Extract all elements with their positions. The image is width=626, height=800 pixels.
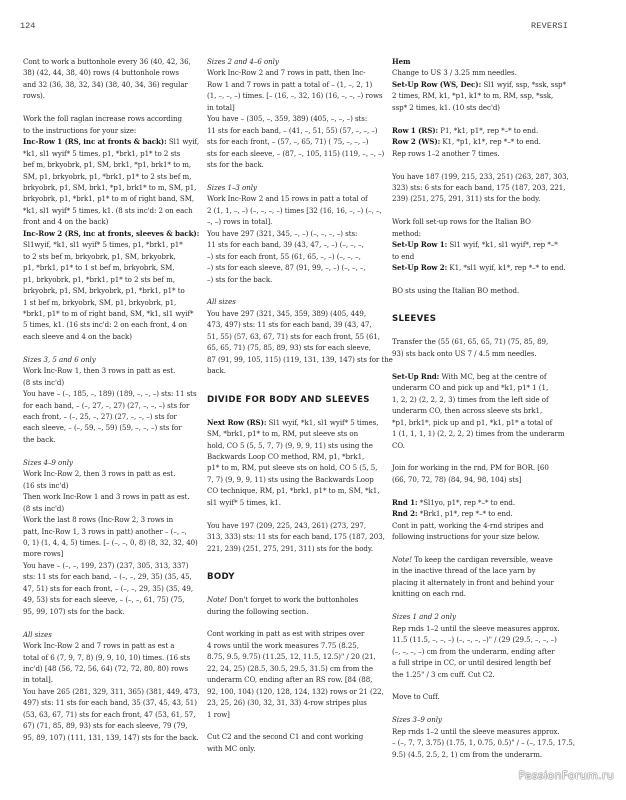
- text-line: brkyobrk, p1, SM, brkyobrk, p1, *brk1, p1* to: [23, 286, 185, 296]
- text-line: 1, 2, 2) (2, 2, 2, 3) times from the left side of: [392, 394, 549, 404]
- text-line: SM, p1, brkyobrk, p1, *brk1, p1* to 2 sts bef m,: [23, 171, 192, 181]
- text-line: p1, *brk1, p1* to 1 st bef m, brkyobrk, SM,: [23, 263, 175, 273]
- text-line: (8 sts inc'd): [23, 503, 65, 513]
- text-line: p1, brkyobrk, p1, *brk1, p1* to 2 sts bef m,: [23, 274, 175, 284]
- text-line: 5 times, k1. (16 sts inc'd: 2 on each front, 4 on: [23, 320, 188, 330]
- sizes-3-9-section: [392, 714, 575, 760]
- text-line: Sl1wyif, *k1, sl1 wyif* 5 times, p1, *brk1, p1*: [23, 240, 183, 250]
- text-line: ssp* 2 times, k1. (10 sts dec'd): [392, 102, 500, 112]
- subheading: Sizes 2 and 4–6 only: [207, 57, 279, 66]
- text-line: 239) (251, 275, 291, 311) sts for the body.: [392, 194, 541, 204]
- text-line: Work the foll raglan increase rows according: [23, 114, 182, 124]
- page-header: [20, 21, 626, 33]
- text-line: Work Inc-Row 2 and 7 rows in patt, then Inc-: [207, 68, 366, 78]
- text-line: 65, 65, 71) (75, 85, 89, 93) sts for each sleeve,: [207, 343, 371, 353]
- text-line: sts for each front, – (57, –, 65, 71) ( 75, –, –, –): [207, 137, 369, 147]
- text-line: 497) sts: 11 sts for each band, 35 (37, 45, 43, 51): [23, 698, 197, 708]
- text-line: 49, 53) sts for each sleeve, – (–, –, 61, 75) (75,: [23, 595, 185, 605]
- text-line: patt, Inc-Row 1, 3 rows in patt) another – (–, –,: [23, 526, 187, 536]
- text-line: 473, 497) sts: 11 sts for each band, 39 (43, 47,: [207, 320, 372, 330]
- sleeve-note: Note! To keep the cardigan reversible, weave in the inactive thread of the lace yarn by placing it alternately in front and behind your knitting on each rnd.: [392, 554, 572, 600]
- text-line: 95, 99, 107) sts for the back.: [23, 606, 125, 616]
- text-line: Work Inc-Row 2, then 3 rows in patt as est.: [23, 469, 176, 479]
- text-line: 11 sts for each band, 39 (43, 47, –, –) (–, –, –,: [207, 240, 364, 250]
- text-line: 11.5 (11.5, –, –, –) (–, –, –, –)" / (29 (29.5, –, –, –): [392, 635, 557, 645]
- next-row: Next Row (RS): Sl1 wyif, *k1, sl1 wyif* 5 times, SM, *brk1, p1* to m, RM, put sleeve sts on hold, CO 5 (5, 5, 7, 7) (9, 9, 9, 11) sts using the Backwards Loop CO method, RM, p1, *brk1, p1* to m, RM, put sleeve sts on hold, CO 5 (5, 5, 7, 7) (9, 9, 9, 11) sts using the Backwards Loop CO technique, RM, p1, *brk1, p1* to m, SM, *k1, sl1 wyif* 5 times, k1.: [207, 417, 383, 509]
- text-line: Work Inc-Row 2 and 15 rows in patt a total of: [207, 194, 368, 204]
- next-row-label: Next Row (RS):: [207, 417, 267, 427]
- text-line: Cont working in patt as est with stripes over: [207, 629, 365, 639]
- text-line: –, –) rows in total].: [207, 217, 273, 227]
- text-line: Rep rnds 1–2 until the sleeve measures approx.: [392, 726, 560, 736]
- bind-off-line: BO sts using the Italian BO method.: [392, 286, 520, 295]
- all-sizes-section: [207, 296, 393, 376]
- text-line: brkyobrk, p1, *brk1, p1* to m of right band, SM,: [23, 194, 195, 204]
- text-line: Rep rnds 1–2 until the sleeve measures approx.: [392, 623, 560, 633]
- text-line: You have 265 (281, 329, 311, 365) (381, 449, 473,: [23, 686, 200, 696]
- text-line: 87 (91, 99, 105, 115) (119, 131, 139, 147) sts for the: [207, 354, 393, 364]
- column-2: [207, 56, 393, 754]
- subheading: All sizes: [207, 297, 236, 307]
- text-line: 95, 89, 107) (111, 131, 139, 147) sts for the back.: [23, 732, 199, 742]
- text-line: Cut C2 and the second C1 and cont working: [207, 732, 364, 742]
- watermark: PassionForum.ru: [518, 769, 614, 782]
- text-line: – (–, 7, 7, 3.75) (1.75, 1, 0.75, 0.5)" / – (–, 17.5, 17.5,: [392, 738, 575, 748]
- text-line: You have 197 (209, 225, 243, 261) (273, 297,: [207, 520, 367, 530]
- text-line: CO.: [392, 440, 405, 450]
- text-line: Then work Inc-Row 1 and 3 rows in patt as est.: [23, 492, 190, 502]
- text-line: the back.: [23, 434, 56, 444]
- cut-instructions: [207, 731, 383, 754]
- text-line: CO technique, RM, p1, *brk1, p1* to m, SM, *k1,: [207, 486, 380, 496]
- text-line: 47, 51) sts for each front, – (–, –, 29, 35) (35, 49,: [23, 583, 194, 593]
- text-line: Cont to work a buttonhole every 36 (40, 42, 36,: [23, 57, 191, 66]
- subheading: Sizes 3, 5 and 6 only: [23, 354, 96, 364]
- text-line: sts: 11 sts for each band, – (–, –, 29, 35) (35, 45,: [23, 572, 192, 582]
- text-line: placing it alternately in front and behind your: [392, 577, 554, 587]
- text-line: and 32 (36, 38, 32, 34) (38, 40, 34, 36) regular: [23, 79, 188, 89]
- text-line: *p1, brk1*, pick up and p1, *k1, p1* a total of: [392, 417, 553, 427]
- text-line: 1 row]: [207, 709, 230, 719]
- text-line: more rows]: [23, 549, 64, 559]
- text-line: 7, 7) (9, 9, 9, 11) sts using the Backwards Loop: [207, 474, 374, 484]
- text-line: in the inactive thread of the lace yarn by: [392, 566, 536, 576]
- note-label: Note!: [207, 595, 227, 605]
- text-line: Work the last 8 rows (Inc-Row 2, 3 rows in: [23, 515, 174, 525]
- text-line: 4 rows until the work measures 7.75 (8.25,: [207, 640, 359, 650]
- text-line: 38) (42, 44, 38, 40) rows (4 buttonhole rows: [23, 68, 179, 78]
- text-line: (1, –, –, –) times. [– (16, –, 32, 16) (16, –, –, –) rows: [207, 91, 383, 101]
- text-line: *k1, sl1 wyif* 5 times, k1. (8 sts inc'd: 2 on each: [23, 205, 193, 215]
- text-line: –) sts for each front, 55 (61, 65, –, –) (–, –, –,: [207, 251, 361, 261]
- body-instructions: [207, 628, 383, 720]
- sizes-3-5-6-section: [23, 354, 199, 446]
- text-line: bef m, brkyobrk, p1, SM, brk1, *p1, brk1* to m,: [23, 160, 192, 170]
- text-line: 2 times, RM, k1, *p1, k1* to m, RM, ssp, *ssk,: [392, 91, 554, 101]
- text-line: rows).: [23, 91, 45, 101]
- text-line: 23, 25, 26) (30, 32, 31, 33) 4-row stripes plus: [207, 698, 367, 708]
- text-line: with MC only.: [207, 743, 256, 753]
- text-line: p1* to m, RM, put sleeve sts on hold, CO 5 (5, 5,: [207, 463, 378, 473]
- text-line: each sleeve and 4 on the back): [23, 331, 132, 341]
- text-line: underarm CO and pick up and *k1, p1* 1 (1,: [392, 383, 549, 393]
- hem-total: [392, 171, 572, 205]
- text-line: knitting on each rnd.: [392, 589, 466, 599]
- text-line: 313, 333) sts: 11 sts for each band, 175 (187, 203,: [207, 532, 385, 542]
- subheading: Sizes 1–3 only: [207, 182, 257, 192]
- text-line: 2 (1, 1, –, –) (–, –, –, –) times [32 (16, 16, –, –) (–, –,: [207, 205, 382, 215]
- text-line: You have – (–, –, 199, 237) (237, 305, 313, 337): [23, 560, 189, 570]
- column-3: [392, 56, 575, 760]
- text-line: *brk1, p1* to m of right band, SM, *k1, sl1 wyif*: [23, 308, 194, 318]
- text-line: (16 sts inc'd): [23, 480, 69, 490]
- subheading: Sizes 3–9 only: [392, 715, 442, 725]
- text-line: You have 187 (199, 215, 233, 251) (263, 287, 303,: [392, 171, 569, 181]
- text-line: –) sts for the back.: [207, 274, 273, 284]
- setup-rnd: Set-Up Rnd: With MC, beg at the centre of underarm CO and pick up and *k1, p1* 1 (1, 1, 2, 2) (2, 2, 2, 3) times from the left side of underarm CO, then across sleeve sts brk1, *p1, brk1*, pick up and p1, *k1, p1* a total of 1 (1, 1, 1, 1) (2, 2, 2, 2) times from the underarm CO.: [392, 371, 572, 451]
- text-line: a full stripe in CC, or until desired length bef: [392, 658, 551, 668]
- text-line: You have 297 (321, 345, 359, 389) (405, 449,: [207, 308, 367, 318]
- text-line: You have 297 (321, 345, –, –) (–, –, –, –) sts:: [207, 228, 358, 238]
- buttonhole-paragraph: [23, 56, 199, 102]
- text-line: Join for working in the rnd, PM for BOR. [60: [392, 463, 549, 473]
- text-line: following instructions for your size below.: [392, 532, 540, 542]
- text-line: for each band, – (–, 27, –, 27) (27, –, –, –) sts for: [23, 400, 190, 410]
- text-line: brkyobrk, p1, SM, brk1, *p1, brk1* to m, SM, p1,: [23, 182, 197, 192]
- italian-bo-setup: Work foll set-up rows for the Italian BO method: Set-Up Row 1: Sl1 wyif, *k1, sl1 wyif*, rep *–* to end Set-Up Row 2: K1, *sl1 wyif, k1*, rep *–* to end.: [392, 216, 572, 273]
- raglan-intro: [23, 113, 199, 136]
- text-line: 221, 239) (251, 275, 291, 311) sts for the body.: [207, 543, 374, 553]
- section-heading-sleeves: SLEEVES: [392, 314, 437, 325]
- text-line: each front, – (–, 25, –, 27) (27, –, –, –) sts for: [23, 412, 177, 422]
- move-to-cuff: Move to Cuff.: [392, 692, 440, 702]
- subheading: All sizes: [23, 629, 52, 639]
- text-line: (8 sts inc'd): [23, 377, 65, 387]
- transfer-instructions: [392, 336, 572, 359]
- text-line: in total].: [23, 675, 53, 685]
- join-instructions: [392, 462, 572, 485]
- text-line: 9.5) (4.5, 2.5, 2, 1) cm from the underarm.: [392, 749, 543, 759]
- text-line: 323) sts: 6 sts for each band, 175 (187, 203, 221,: [392, 182, 566, 192]
- text-line: 8.75, 9.5, 9.75) (11.25, 12, 11.5, 12.5)" / 20 (21,: [207, 652, 376, 662]
- text-line: 0, 1) (1, 4, 4, 5) times. [– (–, –, 0, 8) (8, 32, 32, 40): [23, 537, 198, 547]
- text-line: front and 4 on the back): [23, 217, 109, 227]
- text-line: hold, CO 5 (5, 5, 7, 7) (9, 9, 9, 11) sts using the: [207, 440, 373, 450]
- text-line: the 1.25" / 3 cm cuff. Cut C2.: [392, 669, 495, 679]
- running-title: REVERSI: [531, 21, 569, 31]
- text-line: 22, 24, 25) (28.5, 30.5, 29.5, 31.5) cm from the: [207, 663, 373, 673]
- text-line: *k1, sl1 wyif* 5 times, p1, *brk1, p1* to 2 sts: [23, 148, 181, 158]
- text-line: to the instructions for your size:: [23, 125, 137, 135]
- text-line: to 2 sts bef m, brkyobrk, p1, SM, brkyobrk,: [23, 251, 176, 261]
- text-line: back.: [207, 366, 226, 376]
- text-line: SM, *brk1, p1* to m, RM, put sleeve sts on: [207, 429, 359, 439]
- text-line: (53, 63, 67, 71) sts for each front, 47 (53, 61, 57,: [23, 709, 196, 719]
- text-line: Work Inc-Row 1, then 3 rows in patt as est.: [23, 366, 176, 376]
- sizes-1-2-section: [392, 611, 572, 680]
- rib-rows: Row 1 (RS): P1, *k1, p1*, rep *–* to end. Row 2 (WS): K1, *p1, k1*, rep *–* to end. Rep rows 1–2 another 7 times.: [392, 125, 541, 158]
- hem-section: Hem Change to US 3 / 3.25 mm needles. Set-Up Row (WS, Dec): Sl1 wyif, ssp, *ssk, ssp* 2 times, RM, k1, *p1, k1* to m, RM, ssp, *ssk, ssp* 2 times, k1. (10 sts dec'd): [392, 56, 572, 113]
- inc-row-2: [23, 228, 199, 343]
- text-line: 93) sts back onto US 7 / 4.5 mm needles.: [392, 348, 537, 358]
- text-line: 1 (1, 1, 1, 1) (2, 2, 2, 2) times from the underarm: [392, 429, 565, 439]
- inc-row-1: Inc-Row 1 (RS, inc at fronts & back): Sl1 wyif, *k1, sl1 wyif* 5 times, p1, *brk1, p1* to 2 sts bef m, brkyobrk, p1, SM, brk1, *p1, brk1* to m, SM, p1, brkyobrk, p1, *brk1, p1* to 2 sts bef m, brkyobrk, p1, SM, brk1, *p1, brk1* to m, SM, p1, brkyobrk, p1, *brk1, p1* to m of right band, SM, *k1, sl1 wyif* 5 times, k1. (8 sts inc'd: 2 on each front and 4 on the back): [23, 137, 200, 227]
- text-line: in total]: [207, 102, 235, 112]
- rounds: Rnd 1: *Sl1yo, p1*, rep *–* to end. Rnd 2: *Brk1, p1*, rep *–* to end. Cont in patt, working the 4-rnd stripes and following instructions for your size below.: [392, 497, 572, 543]
- section-heading-divide: DIVIDE FOR BODY AND SLEEVES: [207, 394, 370, 405]
- subheading: Sizes 4–9 only: [23, 457, 73, 467]
- text-line: sl1 wyif* 5 times, k1.: [207, 497, 281, 507]
- text-line: (66, 70, 72, 78) (84, 94, 98, 104) sts]: [392, 474, 522, 484]
- text-line: Transfer the (55 (61, 65, 65, 71) (75, 85, 89,: [392, 337, 549, 347]
- text-line: Cont in patt, working the 4-rnd stripes and: [392, 520, 544, 530]
- inc-row-1-label: Inc-Row 1 (RS, inc at fronts & back):: [23, 137, 167, 147]
- body-note: Note! Don't forget to work the buttonholes during the following section.: [207, 594, 383, 617]
- column-1: [23, 56, 199, 755]
- text-line: Backwards Loop CO method, RM, p1, *brk1,: [207, 452, 365, 462]
- text-line: 1 st bef m, brkyobrk, SM, p1, brkyobrk, p1,: [23, 297, 177, 307]
- page-number: 124: [20, 21, 36, 31]
- sizes-4-9-section: [23, 457, 199, 617]
- sizes-2-4-6-section: [207, 56, 383, 171]
- text-line: underarm CO, then across sleeve sts brk1,: [392, 406, 543, 416]
- text-line: 51, 55) (57, 63, 67, 71) sts for each front, 55 (61,: [207, 331, 380, 341]
- sizes-1-3-section: [207, 182, 383, 285]
- setup-row-label: Set-Up Row (WS, Dec):: [392, 79, 482, 89]
- section-heading-body: BODY: [207, 572, 235, 583]
- text-line: Work foll set-up rows for the Italian BO: [392, 217, 531, 227]
- text-line: Work Inc-Row 2 and 7 rows in patt as est a: [23, 641, 175, 651]
- text-line: method:: [392, 228, 422, 238]
- text-line: to end: [392, 251, 415, 261]
- inc-row-2-label: Inc-Row 2 (RS, inc at fronts, sleeves & back):: [23, 228, 200, 238]
- text-line: You have – (–, 185, –, 189) (189, –, –, –) sts: 11 sts: [23, 389, 197, 399]
- subheading: Sizes 1 and 2 only: [392, 612, 456, 622]
- all-sizes-section: [23, 629, 199, 744]
- text-line: 67) (71, 85, 89, 93) sts for each sleeve, 79 (79,: [23, 721, 188, 731]
- text-line: You have – (305, –, 359, 389) (405, –, –, –) sts:: [207, 114, 368, 124]
- hem-heading: Hem: [392, 57, 411, 66]
- text-line: sts for each sleeve, – (87, –, 105, 115) (119, –, –, –): [207, 148, 385, 158]
- text-line: sts for the back.: [207, 160, 264, 170]
- text-line: inc'd) [48 (56, 72, 56, 64) (72, 72, 80, 80) rows: [23, 663, 189, 673]
- text-line: 11 sts for each band, – (41, –, 51, 55) (57, –, –, –): [207, 125, 378, 135]
- text-line: 92, 100, 104) (120, 128, 124, 132) rows or 21 (22,: [207, 686, 384, 696]
- text-line: each sleeve, – (–, 59, –, 59) (59, –, –, –) sts for: [23, 423, 182, 433]
- text-line: Row 1 and 7 rows in patt a total of – (1, –, 2, 1): [207, 79, 373, 89]
- text-line: –) sts for each sleeve, 87 (91, 99, –, –) (–, –, –,: [207, 263, 366, 273]
- text-line: total of 6 (7, 9, 7, 8) (9, 9, 10, 10) times. (16 sts: [23, 652, 191, 662]
- divide-total: [207, 520, 383, 554]
- text-line: underarm CO, ending after an RS row. [84 (88,: [207, 675, 373, 685]
- text-line: (–, –, –, –) cm from the underarm, ending after: [392, 646, 555, 656]
- text-line: during the following section.: [207, 606, 309, 616]
